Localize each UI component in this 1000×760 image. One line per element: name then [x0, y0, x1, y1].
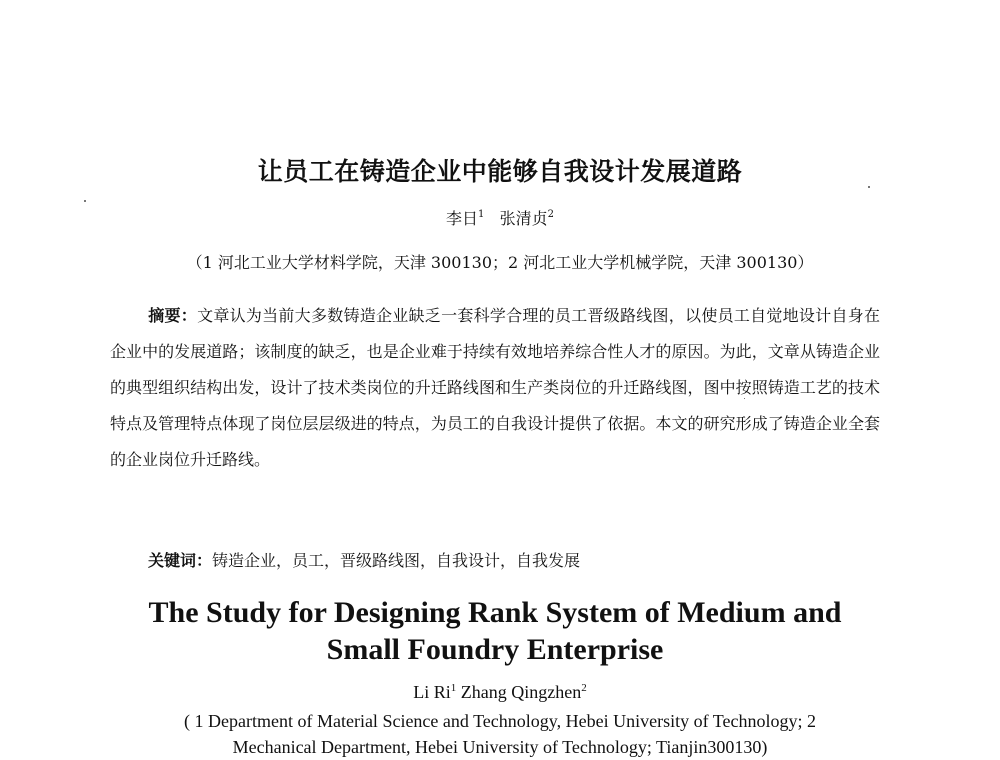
chinese-keywords: [148, 548, 888, 571]
scan-speck: [868, 186, 870, 188]
chinese-title: 让员工在铸造企业中能够自我设计发展道路: [257, 157, 743, 186]
chinese-affiliation: （1 河北工业大学材料学院，天津 300130；2 河北工业大学机械学院，天津 300130）: [186, 253, 814, 272]
scan-speck: [84, 200, 86, 202]
keywords-label: 关键词：: [148, 551, 213, 570]
english-author-2-affil-mark: 2: [581, 682, 587, 694]
english-affiliation-line-2: Mechanical Department, Hebei University of Technology; Tianjin300130): [232, 737, 768, 757]
english-title: [0, 594, 990, 668]
chinese-author-1: 李日: [445, 209, 478, 228]
scan-speck: [744, 398, 745, 399]
english-author-2: Zhang Qingzhen: [460, 682, 582, 702]
english-affiliation: [0, 708, 1000, 760]
keywords-text: 铸造企业，员工，晋级路线图，自我设计，自我发展: [212, 551, 581, 570]
english-title-line-1: The Study for Designing Rank System of Medium and: [148, 596, 842, 629]
english-author-1: Li Ri: [413, 682, 451, 702]
abstract-label: 摘要：: [148, 306, 198, 325]
chinese-author-2-affil-mark: 2: [547, 209, 555, 220]
english-affiliation-line-1: ( 1 Department of Material Science and Technology, Hebei University of Technology; 2: [184, 711, 816, 731]
chinese-author-2: 张清贞: [499, 209, 548, 228]
abstract-text: 文章认为当前大多数铸造企业缺乏一套科学合理的员工晋级路线图，以使员工自觉地设计自身在企业中的发展道路；该制度的缺乏，也是企业难于持续有效地培养综合性人才的原因。为此，文章从铸造企业的典型组织结构出发，设计了技术类岗位的升迁路线图和生产类岗位的升迁路线图，图中按照铸造工艺的技术特点及管理特点体现了岗位层层级进的特点，为员工的自我设计提供了依据。本文的研究形成了铸造企业全套的企业岗位升迁路线。: [110, 306, 880, 469]
english-title-line-2: Small Foundry Enterprise: [326, 633, 664, 666]
english-author-1-affil-mark: 1: [450, 682, 457, 694]
english-authors: [0, 682, 1000, 703]
chinese-author-1-affil-mark: 1: [477, 209, 485, 220]
chinese-abstract: [110, 298, 880, 478]
chinese-authors: [0, 206, 1000, 229]
